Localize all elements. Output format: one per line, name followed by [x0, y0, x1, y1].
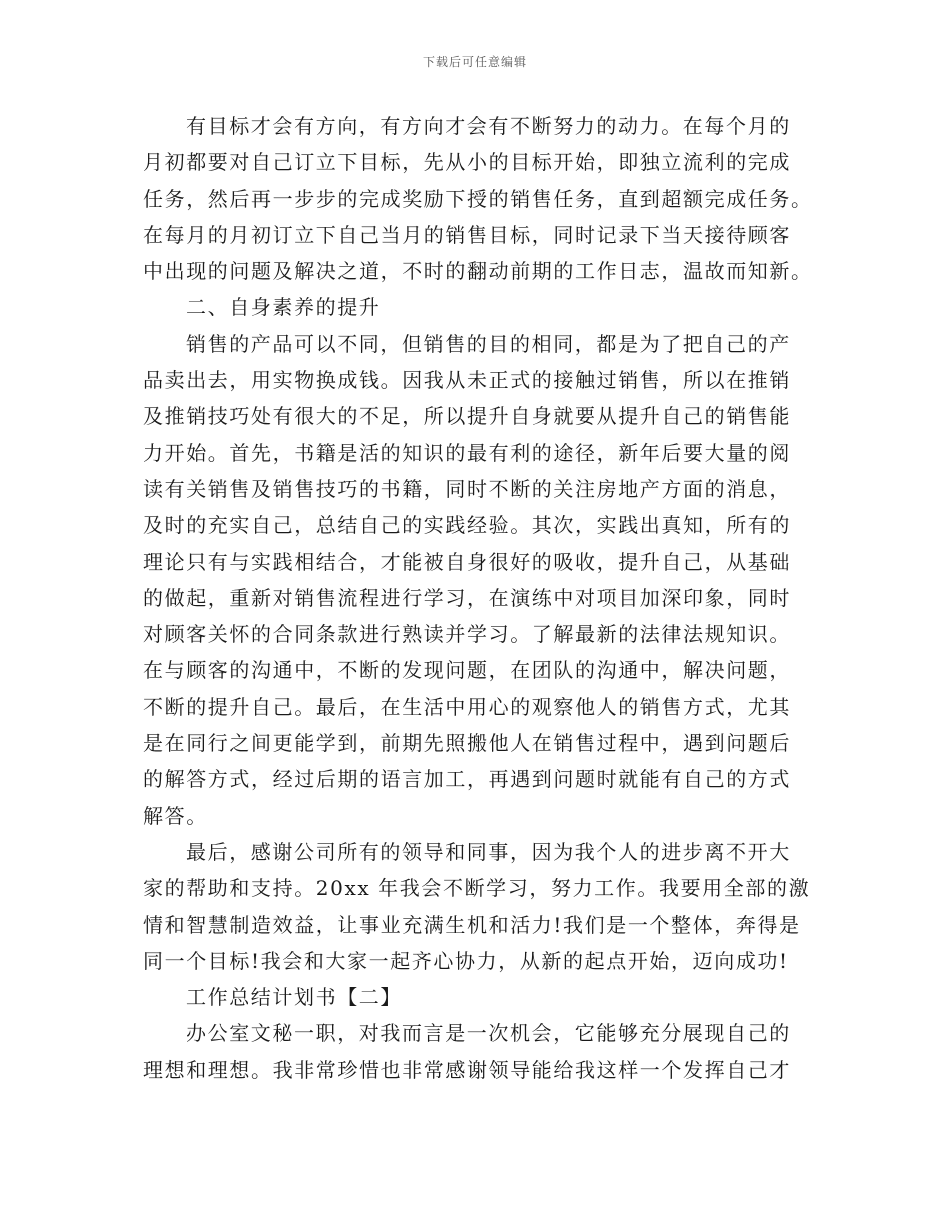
text-line: 力开始。首先，书籍是活的知识的最有利的途径，新年后要大量的阅	[143, 440, 791, 465]
page-header: 下载后可任意编辑	[422, 55, 527, 69]
text-line: 解答。	[143, 803, 208, 828]
text-line: 月初都要对自己订立下目标，先从小的目标开始，即独立流利的完成	[143, 150, 791, 175]
text-line: 办公室文秘一职，对我而言是一次机会，它能够充分展现自己的	[186, 1021, 791, 1046]
text-line: 的做起，重新对销售流程进行学习，在演练中对项目加深印象，同时	[143, 585, 791, 610]
text-line: 不断的提升自己。最后，在生活中用心的观察他人的销售方式，尤其	[143, 694, 791, 719]
text-line: 中出现的问题及解决之道，不时的翻动前期的工作日志，温故而知新。	[143, 259, 813, 284]
text-line: 及推销技巧处有很大的不足，所以提升自身就要从提升自己的销售能	[143, 404, 791, 429]
text-line: 读有关销售及销售技巧的书籍，同时不断的关注房地产方面的消息，	[143, 476, 791, 501]
document-body	[143, 108, 813, 1088]
text-line: 工作总结计划书【二】	[186, 985, 402, 1010]
text-line: 情和智慧制造效益，让事业充满生机和活力!我们是一个整体，奔得是	[143, 912, 801, 937]
text-line: 有目标才会有方向，有方向才会有不断努力的动力。在每个月的	[186, 114, 791, 138]
text-line: 二、自身素养的提升	[186, 295, 381, 320]
text-line: 的解答方式，经过后期的语言加工，再遇到问题时就能有自己的方式	[143, 767, 791, 792]
text-line: 是在同行之间更能学到，前期先照搬他人在销售过程中，遇到问题后	[143, 731, 791, 756]
text-line: 家的帮助和支持。20xx 年我会不断学习，努力工作。我要用全部的激	[143, 876, 811, 901]
text-line: 最后，感谢公司所有的领导和同事，因为我个人的进步离不开大	[186, 839, 791, 864]
text-line: 销售的产品可以不同，但销售的目的相同，都是为了把自己的产	[186, 331, 791, 356]
text-line: 及时的充实自己，总结自己的实践经验。其次，实践出真知，所有的	[143, 513, 791, 538]
text-line: 同一个目标!我会和大家一起齐心协力，从新的起点开始，迈向成功!	[143, 948, 789, 973]
text-line: 品卖出去，用实物换成钱。因我从未正式的接触过销售，所以在推销	[143, 368, 791, 393]
text-line: 任务，然后再一步步的完成奖励下授的销售任务，直到超额完成任务。	[143, 186, 813, 211]
text-line: 理想和理想。我非常珍惜也非常感谢领导能给我这样一个发挥自己才	[143, 1057, 791, 1082]
text-line: 在每月的月初订立下自己当月的销售目标，同时记录下当天接待顾客	[143, 222, 791, 247]
text-line: 理论只有与实践相结合，才能被自身很好的吸收，提升自己，从基础	[143, 549, 791, 574]
text-line: 在与顾客的沟通中，不断的发现问题，在团队的沟通中，解决问题，	[143, 658, 791, 683]
text-line: 对顾客关怀的合同条款进行熟读并学习。了解最新的法律法规知识。	[143, 622, 791, 647]
